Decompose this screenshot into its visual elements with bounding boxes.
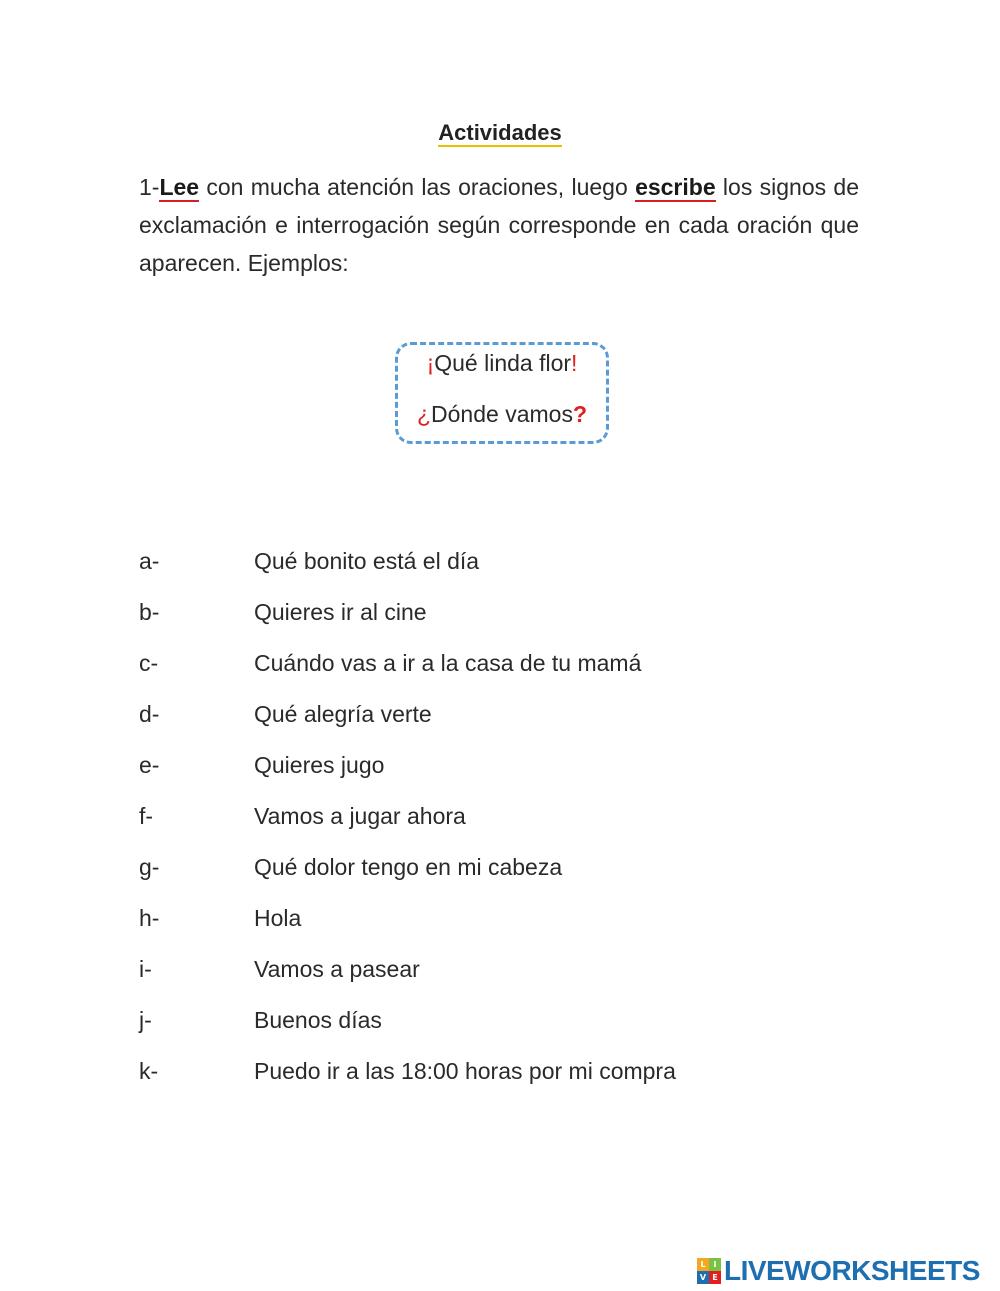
examples-box [395, 342, 609, 444]
exclamation-open-mark: ¡ [426, 350, 435, 376]
list-item [139, 1058, 899, 1109]
example-exclamation [395, 350, 609, 377]
instructions-part2: los signos de exclamación e interrogación según corresponde en cada oración que aparecen. Ejemplos: [139, 174, 859, 276]
item-letter: g- [139, 854, 160, 880]
list-item [139, 650, 899, 701]
instructions-paragraph [139, 168, 859, 282]
example-question [395, 401, 609, 428]
list-item [139, 905, 899, 956]
list-item [139, 956, 899, 1007]
item-sentence: Vamos a pasear [254, 956, 420, 982]
keyword-lee: Lee [159, 174, 200, 200]
logo-mark-icon [697, 1258, 721, 1284]
exclamation-close-mark: ! [571, 350, 578, 376]
item-letter: a- [139, 548, 160, 574]
list-item [139, 854, 899, 905]
item-letter: b- [139, 599, 160, 625]
sentence-list [139, 548, 899, 1109]
liveworksheets-logo [697, 1254, 980, 1288]
question-close-mark: ? [572, 401, 588, 427]
list-item [139, 803, 899, 854]
item-letter: h- [139, 905, 160, 931]
item-sentence: Hola [254, 905, 302, 931]
item-sentence: Qué dolor tengo en mi cabeza [254, 854, 563, 880]
page-title-text: Actividades [438, 120, 562, 145]
item-sentence: Puedo ir a las 18:00 horas por mi compra [254, 1058, 676, 1084]
question-open-mark: ¿ [416, 401, 432, 427]
item-letter: d- [139, 701, 160, 727]
item-sentence: Quieres jugo [254, 752, 385, 778]
logo-mark-l: L [697, 1258, 709, 1271]
list-item [139, 599, 899, 650]
item-letter: e- [139, 752, 160, 778]
instructions-number: 1- [139, 174, 160, 200]
item-sentence: Cuándo vas a ir a la casa de tu mamá [254, 650, 642, 676]
item-sentence: Qué bonito está el día [254, 548, 480, 574]
item-sentence: Vamos a jugar ahora [254, 803, 466, 829]
item-letter: k- [139, 1058, 159, 1084]
example-exclamation-text: Qué linda flor [434, 350, 572, 376]
logo-mark-i: I [709, 1258, 721, 1271]
logo-mark-e: E [709, 1271, 721, 1284]
item-sentence: Buenos días [254, 1007, 382, 1033]
item-letter: j- [139, 1007, 152, 1033]
item-sentence: Quieres ir al cine [254, 599, 427, 625]
list-item [139, 752, 899, 803]
list-item [139, 548, 899, 599]
example-question-text: Dónde vamos [431, 401, 573, 427]
instructions-part1: con mucha atención las oraciones, luego [199, 174, 636, 200]
logo-mark-v: V [697, 1271, 709, 1284]
keyword-escribe: escribe [635, 174, 716, 200]
page-title [0, 120, 1000, 146]
item-letter: i- [139, 956, 152, 982]
logo-text: LIVEWORKSHEETS [724, 1255, 980, 1286]
item-sentence: Qué alegría verte [254, 701, 432, 727]
list-item [139, 1007, 899, 1058]
item-letter: c- [139, 650, 159, 676]
list-item [139, 701, 899, 752]
item-letter: f- [139, 803, 154, 829]
